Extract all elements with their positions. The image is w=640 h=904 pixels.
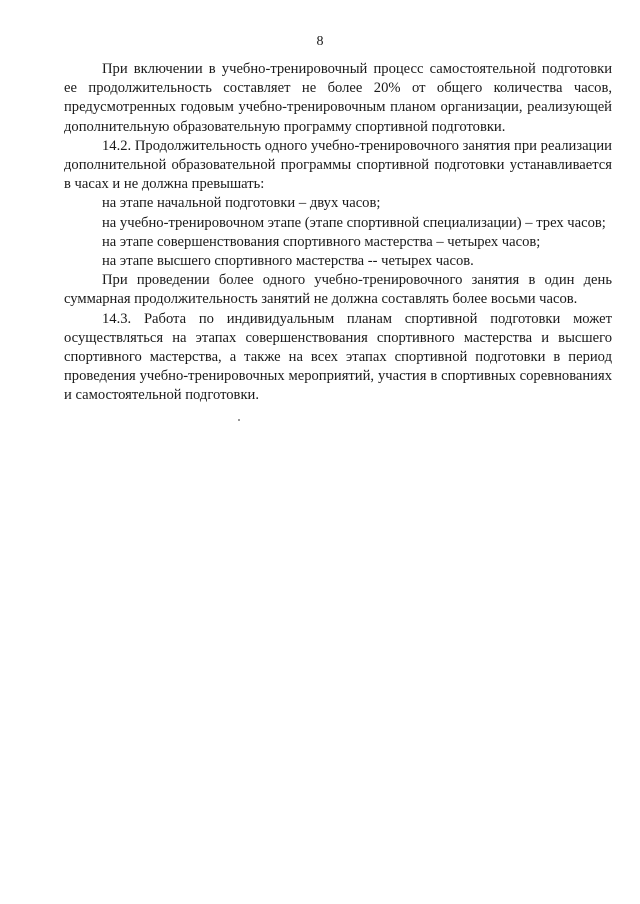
paragraph-14-2: 14.2. Продолжительность одного учебно-тренировочного занятия при реализации дополнительной образовательной программы спортивной подготовки устанавливается в часах и не должна превышать: — [64, 137, 612, 193]
list-item-improvement-stage: на этапе совершенствования спортивного мастерства – четырех часов; — [102, 233, 541, 250]
page-number: 8 — [316, 34, 324, 49]
list-item-training-stage: на учебно-тренировочном этапе (этапе спортивной специализации) – трех часов; — [102, 214, 606, 231]
paragraph-self-training: При включении в учебно-тренировочный процесс самостоятельной подготовки ее продолжительность составляет не более 20% от общего количества часов, предусмотренных годовым учебно-тренировочным планом организации, реализующей дополнительную образовательную программу спортивной подготовки. — [64, 61, 612, 135]
list-item-initial-stage: на этапе начальной подготовки – двух часов; — [102, 195, 381, 212]
list-item-highest-stage: на этапе высшего спортивного мастерства -- четырех часов. — [102, 253, 474, 270]
paragraph-multiple-sessions: При проведении более одного учебно-тренировочного занятия в один день суммарная продолжительность занятий не должна составлять более восьми часов. — [64, 272, 612, 308]
scan-speck — [238, 419, 240, 421]
paragraph-14-3: 14.3. Работа по индивидуальным планам спортивной подготовки может осуществляться на этапах совершенствования спортивного мастерства и высшего спортивного мастерства, а также на всех этапах спортивной подготовки в период проведения учебно-тренировочных мероприятий, участия в спортивных соревнованиях и самостоятельной подготовки. — [64, 310, 612, 404]
document-body — [64, 60, 612, 406]
